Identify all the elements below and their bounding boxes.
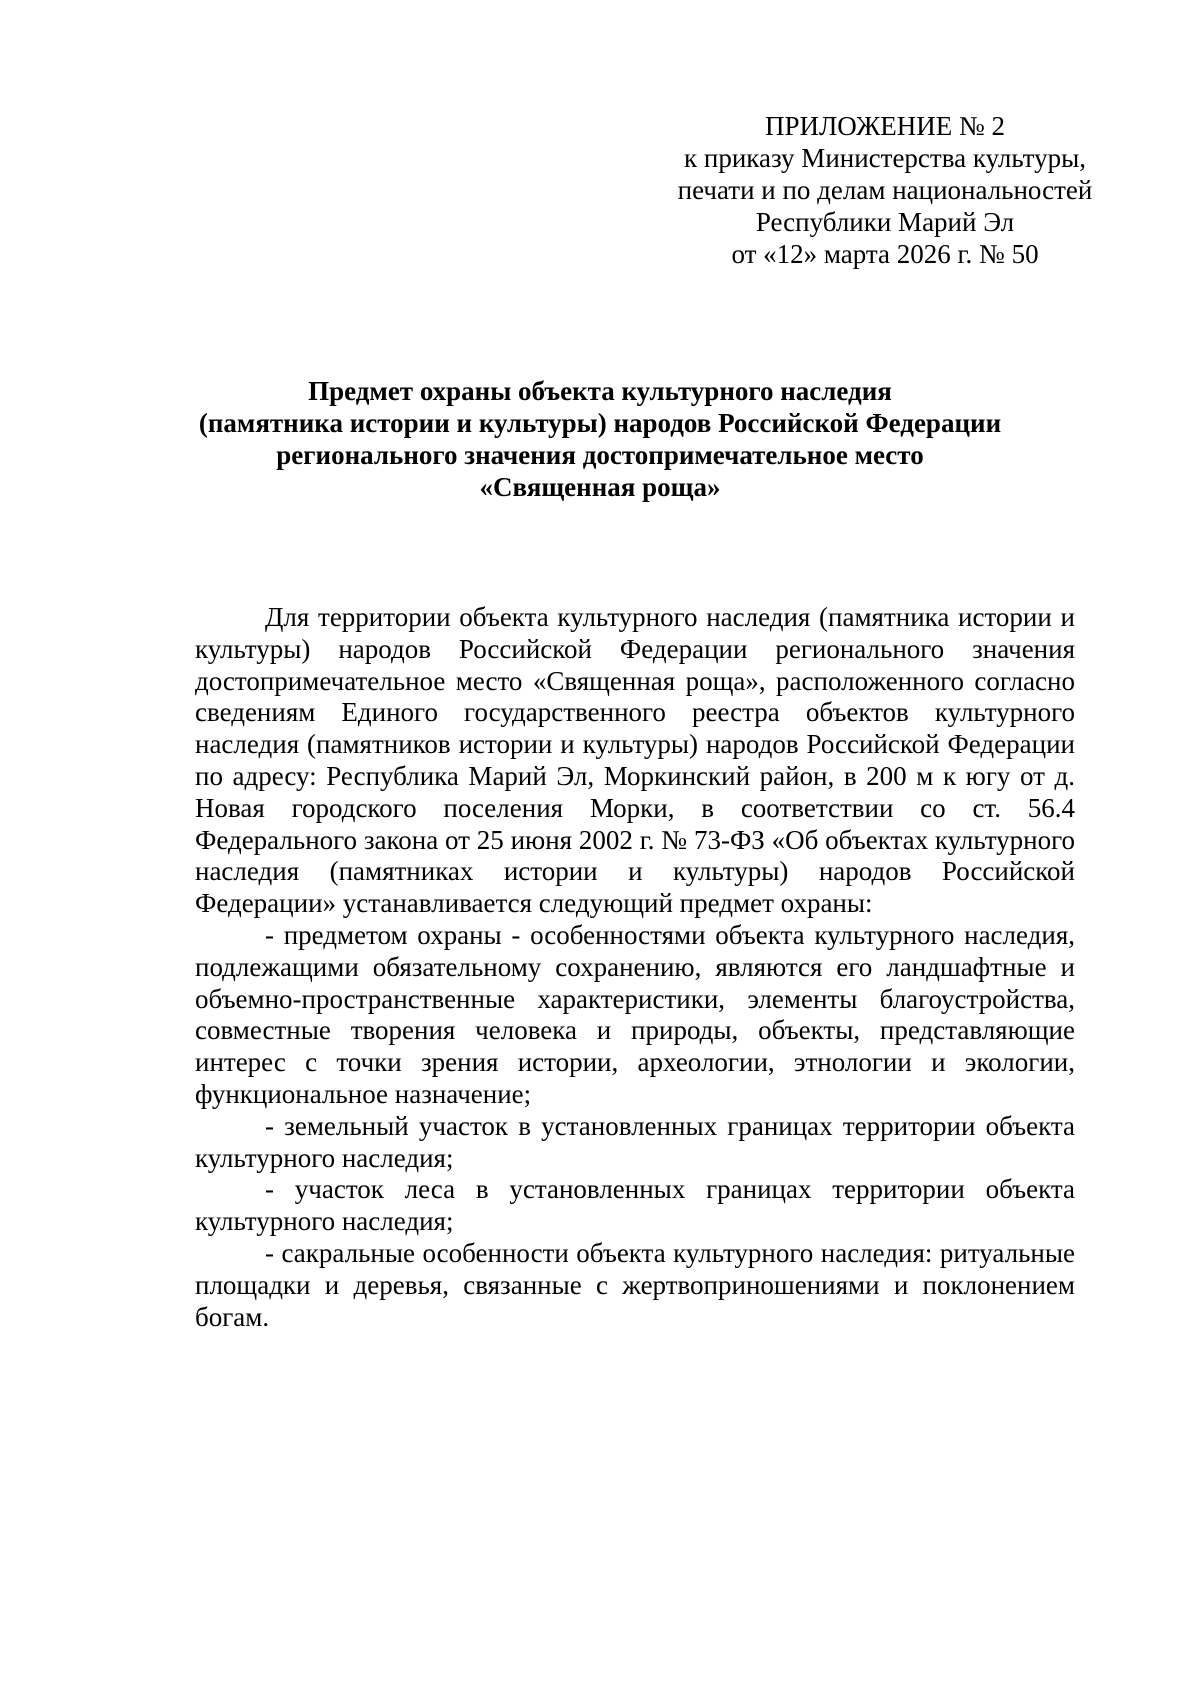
title-line-3: регионального значения достопримечательное место: [276, 440, 924, 470]
appendix-date-line: от «12» марта 2026 г. № 50: [731, 239, 1039, 269]
appendix-order-line: к приказу Министерства культуры,: [684, 143, 1086, 173]
list-item: - сакральные особенности объекта культурного наследия: ритуальные площадки и деревья, связанные с жертвоприношениями и поклонением богам.: [195, 1237, 1075, 1332]
list-item: - участок леса в установленных границах территории объекта культурного наследия;: [195, 1174, 1075, 1237]
appendix-header: [620, 110, 1150, 270]
appendix-number: ПРИЛОЖЕНИЕ № 2: [764, 111, 1006, 141]
list-item: - земельный участок в установленных границах территории объекта культурного наследия;: [195, 1110, 1075, 1173]
title-line-1: Предмет охраны объекта культурного наследия: [308, 376, 892, 406]
appendix-ministry-line: печати и по делам национальностей: [677, 175, 1093, 205]
appendix-republic-line: Республики Марий Эл: [755, 207, 1015, 237]
document-body: [195, 602, 1075, 1333]
intro-paragraph: Для территории объекта культурного наследия (памятника истории и культуры) народов Российской Федерации регионального значения достопримечательное место «Священная роща», расположенного согласно сведениям Единого государственного реестра объектов культурного наследия (памятников истории и культуры) народов Российской Федерации по адресу: Республика Марий Эл, Моркинский район, в 200 м к югу от д. Новая городского поселения Морки, в соответствии со ст. 56.4 Федерального закона от 25 июня 2002 г. № 73-ФЗ «Об объектах культурного наследия (памятниках истории и культуры) народов Российской Федерации» устанавливается следующий предмет охраны:: [195, 602, 1075, 919]
title-line-2: (памятника истории и культуры) народов Российской Федерации: [198, 408, 1002, 438]
title-line-4: «Священная роща»: [479, 472, 721, 502]
list-item: - предметом охраны - особенностями объекта культурного наследия, подлежащими обязательному сохранению, являются его ландшафтные и объемно-пространственные характеристики, элементы благоустройства, совместные творения человека и природы, объекты, представляющие интерес с точки зрения истории, археологии, этнологии и экологии, функциональное назначение;: [195, 919, 1075, 1109]
document-title: [100, 375, 1100, 503]
